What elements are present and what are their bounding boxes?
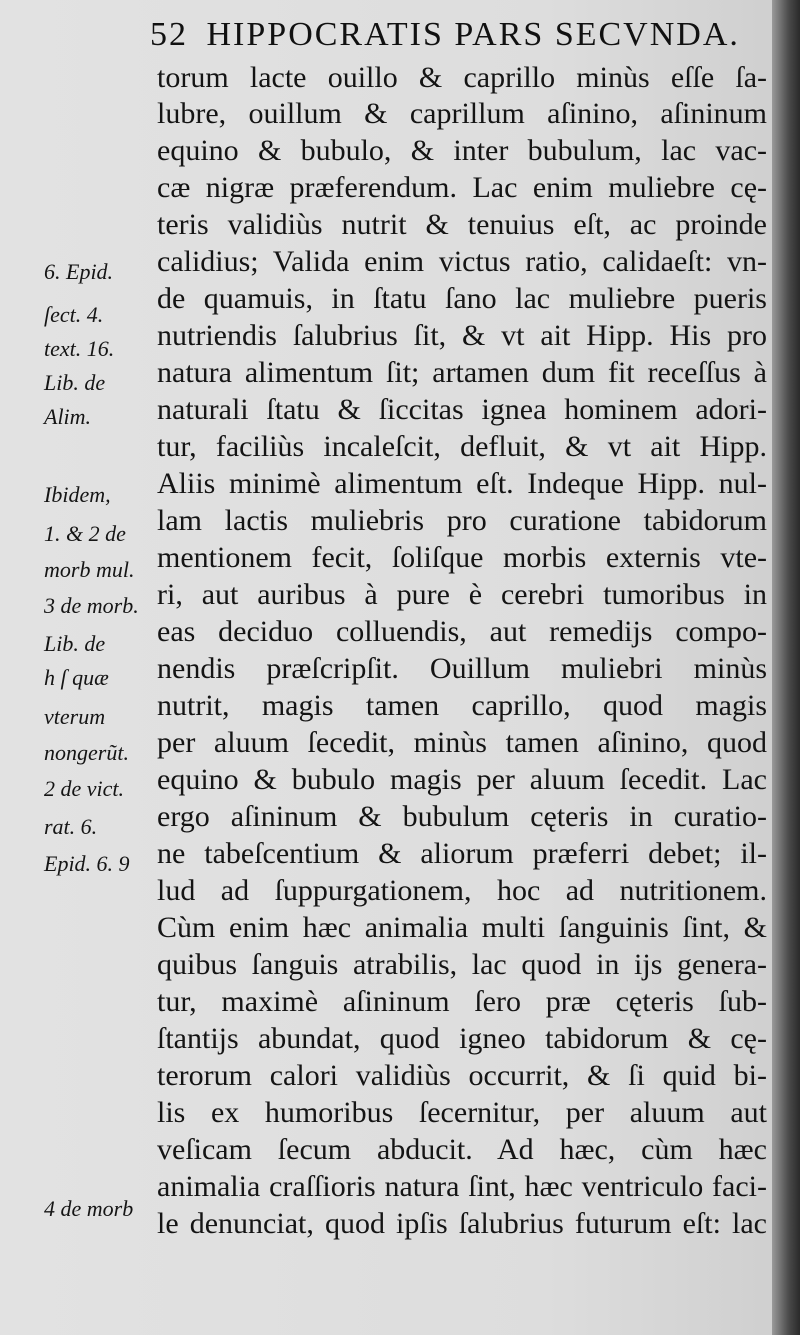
text-line: naturali ſtatu & ſiccitas ignea hominem adori- xyxy=(157,393,767,426)
text-line: Cùm enim hæc animalia multi ſanguinis ſint, & xyxy=(157,911,767,944)
text-line: nutrit, magis tamen caprillo, quod magis xyxy=(157,689,767,722)
text-line: Aliis minimè alimentum eſt. Indeque Hipp. nul- xyxy=(157,467,767,500)
margin-note: Lib. de xyxy=(44,370,106,395)
text-line: ne tabeſcentium & aliorum præferri debet; il- xyxy=(157,837,767,870)
text-line: torum lacte ouillo & caprillo minùs eſſe ſa- xyxy=(157,61,767,94)
text-line: teris validiùs nutrit & tenuius eſt, ac proinde xyxy=(157,208,767,241)
text-line: tur, faciliùs incaleſcit, defluit, & vt ait Hipp. xyxy=(157,430,767,463)
running-header xyxy=(150,16,760,54)
text-line: terorum calori validiùs occurrit, & ſi quid bi- xyxy=(157,1059,767,1092)
text-line: nendis præſcripſit. Ouillum muliebri minùs xyxy=(157,652,767,685)
text-line: nutriendis ſalubrius ſit, & vt ait Hipp. His pro xyxy=(157,319,767,352)
text-line: le denunciat, quod ipſis ſalubrius futurum eſt: lac xyxy=(157,1207,767,1240)
text-line: equino & bubulo, & inter bubulum, lac vac- xyxy=(157,134,767,167)
margin-note: 6. Epid. xyxy=(44,259,114,284)
margin-note: 2 de vict. xyxy=(44,776,125,801)
text-line: ſtantijs abundat, quod igneo tabidorum & cę- xyxy=(157,1022,767,1055)
margin-note: 1. & 2 de xyxy=(44,521,126,546)
text-line: de quamuis, in ſtatu ſano lac muliebre pueris xyxy=(157,282,767,315)
margin-note: rat. 6. xyxy=(44,814,98,839)
text-line: per aluum ſecedit, minùs tamen aſinino, quod xyxy=(157,726,767,759)
margin-note: h ſ quæ xyxy=(44,665,109,690)
text-line: ri, aut auribus à pure è cerebri tumoribus in xyxy=(157,578,767,611)
text-line: calidius; Valida enim victus ratio, calidaeſt: vn- xyxy=(157,245,767,278)
margin-note: 3 de morb. xyxy=(44,593,139,618)
text-line: veſicam ſecum abducit. Ad hæc, cùm hæc xyxy=(157,1133,767,1166)
margin-note: Epid. 6. 9 xyxy=(44,851,130,876)
text-line: lam lactis muliebris pro curatione tabidorum xyxy=(157,504,767,537)
margin-note: ſect. 4. xyxy=(44,302,104,327)
text-line: mentionem fecit, ſoliſque morbis externis vte- xyxy=(157,541,767,574)
margin-note: text. 16. xyxy=(44,336,115,361)
running-title: HIPPOCRATIS PARS SECVNDA. xyxy=(206,16,740,53)
margin-note: vterum xyxy=(44,704,106,729)
margin-note: Alim. xyxy=(44,404,92,429)
text-line: equino & bubulo magis per aluum ſecedit. Lac xyxy=(157,763,767,796)
margin-note: nongerũt. xyxy=(44,740,129,765)
text-line: natura alimentum ſit; artamen dum fit receſſus à xyxy=(157,356,767,389)
text-line: eas deciduo colluendis, aut remedijs compo- xyxy=(157,615,767,648)
margin-note: 4 de morb xyxy=(44,1196,134,1221)
text-line: cæ nigræ præferendum. Lac enim muliebre cę- xyxy=(157,171,767,204)
page-number: 52 xyxy=(150,16,188,53)
page-binding-edge xyxy=(772,0,800,1335)
margin-note: morb mul. xyxy=(44,557,135,582)
text-line: lud ad ſuppurgationem, hoc ad nutritionem. xyxy=(157,874,767,907)
margin-note: Ibidem, xyxy=(44,482,111,507)
text-line: lubre, ouillum & caprillum aſinino, aſininum xyxy=(157,97,767,130)
text-line: tur, maximè aſininum ſero præ cęteris ſub- xyxy=(157,985,767,1018)
text-line: animalia craſſioris natura ſint, hæc ventriculo faci- xyxy=(157,1170,767,1203)
margin-note: Lib. de xyxy=(44,631,106,656)
text-line: ergo aſininum & bubulum cęteris in curatio- xyxy=(157,800,767,833)
text-line: quibus ſanguis atrabilis, lac quod in ijs genera- xyxy=(157,948,767,981)
text-line: lis ex humoribus ſecernitur, per aluum aut xyxy=(157,1096,767,1129)
